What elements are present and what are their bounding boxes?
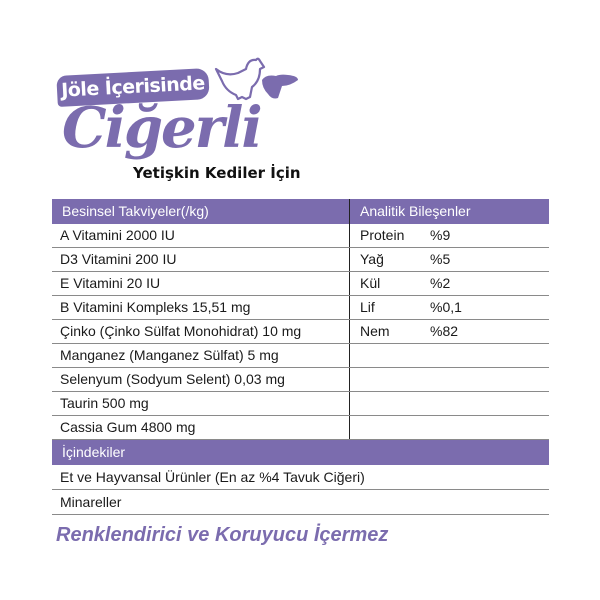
table-row [52, 224, 549, 248]
component-label [350, 392, 420, 415]
analysis-cell [350, 224, 549, 247]
ingredient-item: Et ve Hayvansal Ürünler (En az %4 Tavuk Ciğeri) [52, 465, 549, 490]
analysis-cell [350, 272, 549, 295]
table-row [52, 320, 549, 344]
component-value [420, 368, 430, 391]
supplement-cell: Taurin 500 mg [52, 392, 350, 415]
table-header [52, 199, 549, 224]
component-value [420, 392, 430, 415]
supplement-cell: Manganez (Manganez Sülfat) 5 mg [52, 344, 350, 367]
analysis-cell [350, 416, 549, 439]
subtitle: Yetişkin Kediler İçin [133, 164, 301, 182]
table-row [52, 392, 549, 416]
component-value: %82 [430, 323, 459, 339]
supplement-cell: Selenyum (Sodyum Selent) 0,03 mg [52, 368, 350, 391]
component-value: %9 [430, 227, 451, 243]
table-row [52, 368, 549, 392]
analysis-cell [350, 344, 549, 367]
analysis-cell [350, 296, 549, 319]
analysis-header: Analitik Bileşenler [360, 203, 471, 219]
component-label: Kül [360, 275, 381, 291]
component-value [420, 344, 430, 367]
brand-name: Ciğerli [62, 95, 261, 161]
component-label: Nem [360, 323, 390, 339]
component-label: Lif [360, 299, 375, 315]
analysis-cell [350, 248, 549, 271]
analysis-cell [350, 368, 549, 391]
table-row [52, 272, 549, 296]
component-value: %0,1 [430, 299, 462, 315]
component-label: Yağ [360, 251, 384, 267]
component-label: Protein [360, 227, 405, 243]
supplement-cell: A Vitamini 2000 IU [52, 224, 350, 247]
supplement-cell: Cassia Gum 4800 mg [52, 416, 350, 439]
component-value [420, 416, 430, 439]
component-label [350, 368, 420, 391]
liver-icon [260, 72, 300, 102]
table-row [52, 248, 549, 272]
supplements-header: Besinsel Takviyeler(/kg) [52, 199, 350, 224]
table-row [52, 416, 549, 440]
analysis-cell [350, 320, 549, 343]
analysis-cell [350, 392, 549, 415]
table-row [52, 296, 549, 320]
footer-note: Renklendirici ve Koruyucu İçermez [56, 524, 389, 546]
component-label [350, 344, 420, 367]
component-label [350, 416, 420, 439]
nutrition-table [52, 199, 549, 515]
table-row [52, 344, 549, 368]
component-value: %2 [430, 275, 451, 291]
component-value: %5 [430, 251, 451, 267]
supplement-cell: Çinko (Çinko Sülfat Monohidrat) 10 mg [52, 320, 350, 343]
supplement-cell: B Vitamini Kompleks 15,51 mg [52, 296, 350, 319]
ingredients-header: İçindekiler [52, 440, 549, 465]
supplement-cell: D3 Vitamini 200 IU [52, 248, 350, 271]
supplement-cell: E Vitamini 20 IU [52, 272, 350, 295]
ingredient-item: Minareller [52, 490, 549, 515]
brand-tagline: Jöle İçerisinde [56, 68, 209, 107]
